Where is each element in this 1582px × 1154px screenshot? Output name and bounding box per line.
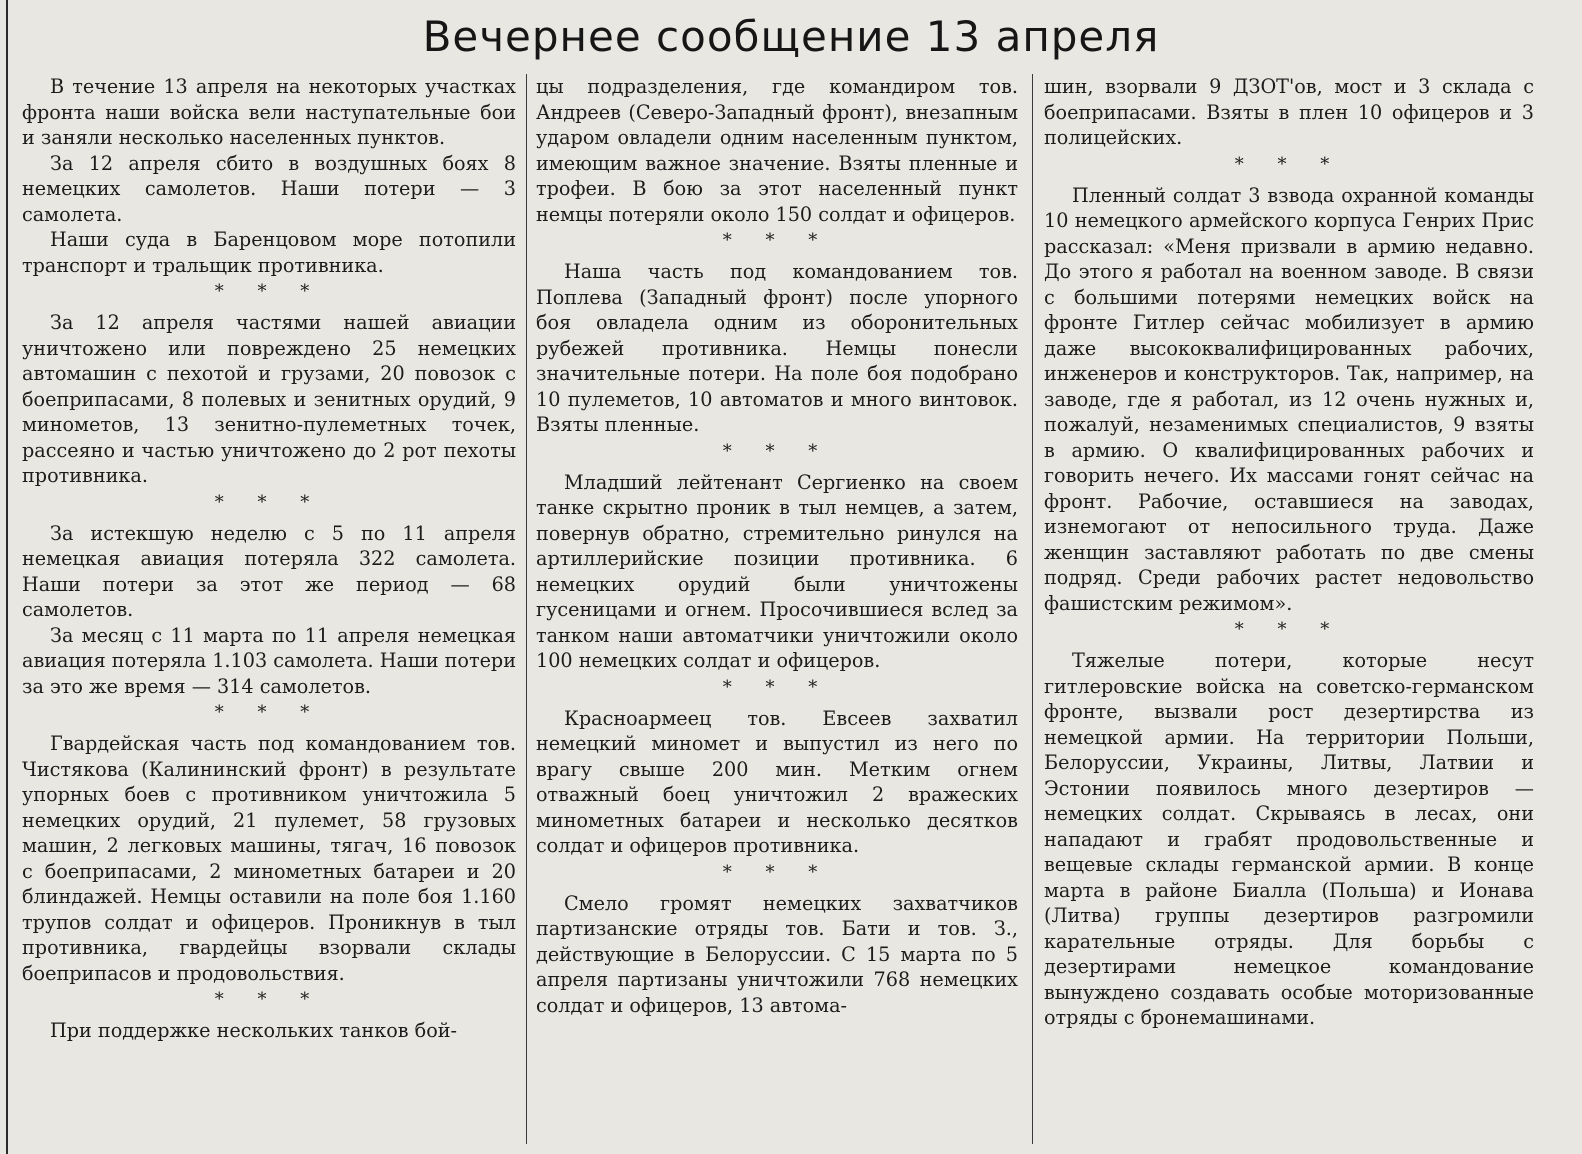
paragraph: Гвардейская часть под командованием тов. Чистякова (Калининский фронт) в результате упорных боев с противником уничтожила 5 немецких орудий, 21 пулемет, 58 грузовых машин, 2 легковых машины, тягач, 16 повозок с боеприпасами, 2 минометных батареи и 20 блиндажей. Немцы оставили на поле боя 1.160 трупов солдат и офицеров. Проникнув в тыл противника, гвардейцы взорвали склады боеприпасов и продовольствия. [22, 732, 516, 985]
column-2 [536, 74, 1018, 1146]
paragraph: За 12 апреля частями нашей авиации уничтожено или повреждено 25 немецких автомашин с пехотой и грузами, 20 повозок с боеприпасами, 8 полевых и зенитных орудий, 9 минометов, 13 зенитно-пулеметных точек, рассеяно и частью уничтожено до 2 рот пехоты противника. [22, 311, 516, 487]
section-separator: * * * [214, 989, 324, 1010]
paragraph: За 12 апреля сбито в воздушных боях 8 немецких самолетов. Наши потери — 3 самолета. [22, 151, 516, 226]
paragraph: Наша часть под командованием тов. Поплева (Западный фронт) после упорного боя овладела одним из оборонительных рубежей противника. Немцы понесли значительные потери. На поле боя подобрано 10 пулеметов, 10 автоматов и много винтовок. Взяты пленные. [536, 260, 1018, 436]
column-1 [22, 74, 516, 1146]
paragraph: Наши суда в Баренцовом море потопили транспорт и тральщик противника. [22, 228, 516, 277]
section-separator: * * * [214, 491, 324, 513]
paragraph: В течение 13 апреля на некоторых участках фронта наши войска вели наступательные бои и заняли несколько населенных пунктов. [22, 75, 516, 149]
page-edge-rule [6, 0, 8, 1154]
paragraph: За месяц с 11 марта по 11 апреля немецкая авиация потеряла 1.103 самолета. Наши потери за это же время — 314 самолетов. [22, 623, 516, 698]
column-3 [1044, 74, 1534, 1146]
section-separator: * * * [722, 440, 832, 462]
paragraph: Красноармеец тов. Евсеев захватил немецкий миномет и выпустил из него по врагу свыше 200 мин. Метким огнем отважный боец уничтожил 2 вражеских минометных батареи и несколько десятков солдат и офицеров противника. [536, 706, 1018, 857]
section-separator: * * * [722, 230, 832, 251]
section-separator: * * * [722, 676, 832, 698]
section-separator: * * * [722, 861, 832, 883]
paragraph: шин, взорвали 9 ДЗОТ'ов, мост и 3 склада с боеприпасами. Взяты в плен 10 офицеров и 3 полицейских. [1044, 75, 1534, 149]
section-separator: * * * [1234, 619, 1344, 640]
column-rule-2 [1032, 74, 1033, 1144]
headline: Вечернее сообщение 13 апреля [422, 12, 1160, 61]
paragraph: При поддержке нескольких танков бой- [50, 1019, 458, 1042]
paragraph: Смело громят немецких захватчиков партизанские отряды тов. Бати и тов. З., действующие в Белоруссии. С 15 марта по 5 апреля партизаны уничтожили 768 немецких солдат и офицеров, 13 автома- [536, 891, 1018, 1017]
paragraph: За истекшую неделю с 5 по 11 апреля немецкая авиация потеряла 322 самолета. Наши потери за этот же период — 68 самолетов. [22, 521, 516, 621]
section-separator: * * * [214, 281, 324, 302]
paragraph: Тяжелые потери, которые несут гитлеровские войска на советско-германском фронте, вызвали рост дезертирства из немецкой армии. На территории Польши, Белоруссии, Украины, Литвы, Латвии и Эстонии появилось много дезертиров — немецких солдат. Скрываясь в лесах, они нападают и грабят продовольственные и вещевые склады германской армии. В конце марта в районе Биалла (Польша) и Ионава (Литва) группы дезертиров разгромили карательные отряды. Для борьбы с дезертирами немецкое командование вынуждено создавать особые моторизованные отряды с бронемашинами. [1044, 649, 1534, 1029]
column-rule-1 [526, 74, 527, 1144]
paragraph: цы подразделения, где командиром тов. Андреев (Северо-Западный фронт), внезапным ударом овладели одним населенным пунктом, имеющим важное значение. Взяты пленные и трофеи. В бою за этот населенный пункт немцы потеряли около 150 солдат и офицеров. [536, 75, 1018, 226]
paragraph: Младший лейтенант Сергиенко на своем танке скрытно проник в тыл немцев, а затем, повернув обратно, стремительно ринулся на артиллерийские позиции противника. 6 немецких орудий были уничтожены гусеницами и огнем. Просочившиеся вслед за танком наши автоматчики уничтожили около 100 немецких солдат и офицеров. [536, 470, 1018, 672]
section-separator: * * * [1234, 153, 1344, 175]
section-separator: * * * [214, 702, 324, 723]
paragraph: Пленный солдат 3 взвода охранной команды 10 немецкого армейского корпуса Генрих Прис рассказал: «Меня призвали в армию недавно. До этого я работал на военном заводе. В связи с большими потерями немецких войск на фронте Гитлер сейчас мобилизует в армию даже высококвалифицированных рабочих, инженеров и конструкторов. Так, например, на заводе, где я работал, из 12 очень нужных и, пожалуй, незаменимых специалистов, 9 взяты в армию. О квалифицированных рабочих и говорить нечего. Их массами гонят сейчас на фронт. Рабочие, оставшиеся на заводах, изнемогают от непосильного труда. Даже женщин заставляют работать по две смены подряд. Среди рабочих растет недовольство фашистским режимом». [1044, 183, 1534, 615]
